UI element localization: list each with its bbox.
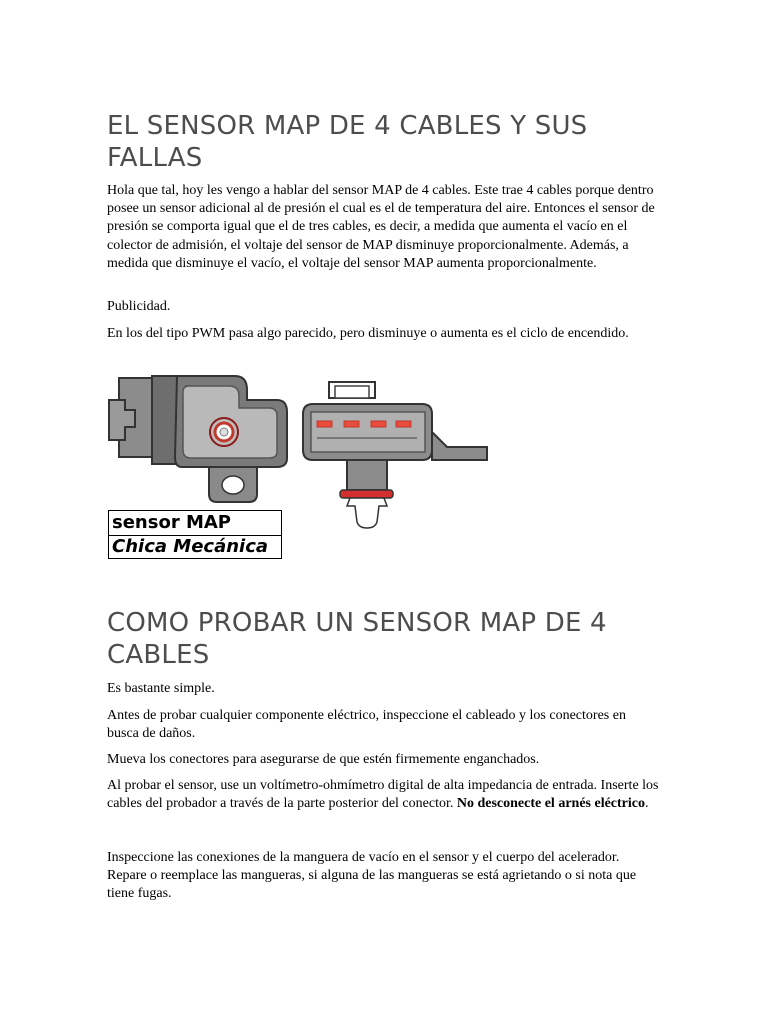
pwm-paragraph: En los del tipo PWM pasa algo parecido, pero disminuye o aumenta es el ciclo de encendido. xyxy=(107,326,629,341)
caption-title: sensor MAP xyxy=(112,512,231,533)
figure-caption xyxy=(108,510,282,559)
warning-text: No desconecte el arnés eléctrico xyxy=(456,796,645,812)
connectors-paragraph: Mueva los conectores para asegurarse de que estén firmemente enganchados. xyxy=(107,752,540,767)
intro-paragraph: Hola que tal, hoy les vengo a hablar del sensor MAP de 4 cables. Este trae 4 cables porque dentro posee un sensor adicional al de presión el cual es el de temperatura del aire. Entonces el sensor de presión se comporta igual que el de tres cables, es decir, a medida que aumenta el vacío en el colector de admisión, el voltaje del sensor de MAP disminuye proporcionalmente. Además, a medida que disminuye el vacío, el voltaje del sensor MAP aumenta proporcionalmente. xyxy=(107,183,655,271)
advertising-label: Publicidad. xyxy=(107,299,171,314)
sensor-front-view xyxy=(303,382,487,528)
voltmeter-end: . xyxy=(645,796,649,812)
voltmeter-paragraph xyxy=(107,777,660,813)
section-title-test: COMO PROBAR UN SENSOR MAP DE 4 CABLES xyxy=(107,608,607,670)
voltmeter-text: Al probar el sensor, use un voltímetro-ohmímetro digital de alta impedancia de entrada. Inserte los cables del probador a través de la parte posterior del conector. xyxy=(107,778,659,812)
sensor-side-view xyxy=(109,376,287,502)
section-title-sensor-map: EL SENSOR MAP DE 4 CABLES Y SUS FALLAS xyxy=(107,111,588,173)
caption-credit: Chica Mecánica xyxy=(112,536,269,557)
simple-paragraph: Es bastante simple. xyxy=(107,681,215,696)
vacuum-hose-paragraph: Inspeccione las conexiones de la manguera de vacío en el sensor y el cuerpo del acelerador. Repare o reemplace las mangueras, si alguna de las mangueras se está agrietando o si nota que tiene fugas. xyxy=(107,850,637,902)
inspect-wiring-paragraph: Antes de probar cualquier componente eléctrico, inspeccione el cableado y los conectores en busca de daños. xyxy=(107,708,626,742)
